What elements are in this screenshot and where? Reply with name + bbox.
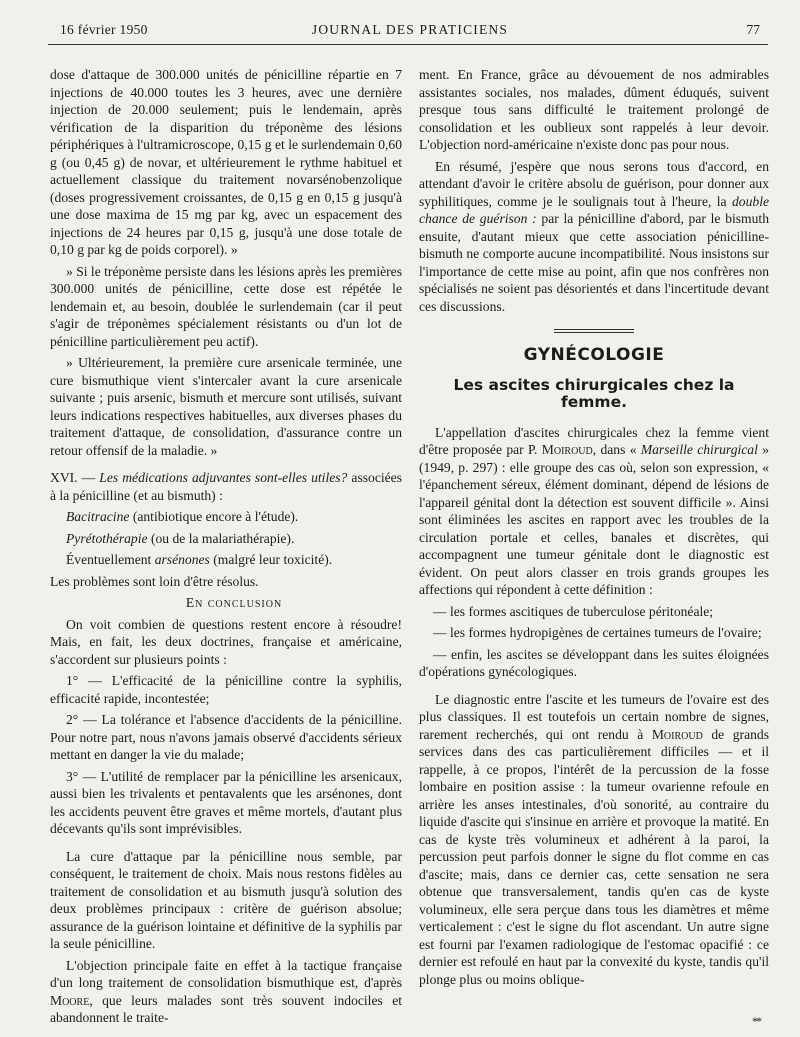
footer-signature-mark: **: [752, 1014, 760, 1028]
paragraph: Le diagnostic entre l'ascite et les tumeurs de l'ovaire est des plus classiques. Il est toutefois un certain nombre de signes, rarement recherchés, qui ont rendu à Moiroud de grands services dans des cas particulièrement difficiles — et il rappelle, à ce propos, l'intérêt de la percussion de la fosse lombaire en position assise : la tumeur ovarienne refoule en arrière les anses intestinales, d'où sonorité, au contraire du liquide d'ascite qui s'insinue en arrière et provoque la matité. En cas de kyste très volumineux et adhérent à la paroi, la percussion peut parfois donner le signe du flot comme en cas d'ascite; mais, dans ce dernier cas, cette sensation ne sera obtenue que transversalement, tandis qu'en cas de kyste volumineux, elle sera perçue dans tous les diamètres et même verticalement : c'est le signe du flot ascendant. Un autre signe est fourni par l'examen radiologique de l'estomac opacifié : ce dernier est refoulé en haut par la convexité du kyste, tandis qu'il plonge plus ou moins oblique-: [419, 691, 770, 987]
paragraph: Les problèmes sont loin d'être résolus.: [50, 573, 259, 589]
adjuvant-item: Éventuellement arsénones (malgré leur toxicité).: [66, 552, 333, 567]
paragraph: En résumé, j'espère que nous serons tous d'accord, en attendant d'avoir le critère absolu de guérison, pour donner aux syphilitiques, comme je le soulignais tout à l'heure, la double chance de guérison : par la pénicilline d'abord, par le bismuth ensuite, d'autant mieux que cette association pénicilline-bismuth ne comporte aucune incompatibilité. Nous insistons sur l'importance de cette mise au point, afin que nos confrères non spécialisés ne soient pas désorientés et dans l'incertitude devant ces discussions.: [419, 158, 770, 314]
paragraph: ment. En France, grâce au dévouement de nos admirables assistantes sociales, nos malades, dûment éduqués, suivent presque tous sans difficulté le traitement prolongé de consolidation et les oublieux sont rappelés à leur devoir. L'objection nord-américaine n'existe donc pas pour nous.: [419, 67, 769, 152]
paragraph: » Si le tréponème persiste dans les lésions après les premières 300.000 unités de pénicilline, cette dose est répétée le lendemain et, au besoin, doublée le surlendemain (car il peut s'agir de tréponèmes spécialement résistants ou d'un lot de pénicilline particulièrement peu actif).: [50, 263, 402, 349]
paragraph: L'appellation d'ascites chirurgicales chez la femme vient d'être proposée par P. Moiroud, dans « Marseille chirurgical » (1949, p. 297) : elle groupe des cas où, selon son expression, « l'épanchement séreux, élément dominant, dépend de lésions de l'appareil génital dont la détection est souvent difficile ». Ainsi sont éliminées les ascites en rapport avec les troubles de la circulation portale et celles, banales et discrètes, qui accompagnent une tumeur génitale dont le diagnostic est évident. On peut alors classer en trois grands groupes les affections qui répondent à cette définition :: [419, 424, 770, 597]
adjuvant-item: Bacitracine (antibiotique encore à l'étude).: [66, 509, 299, 524]
journal-title: JOURNAL DES PRATICIENS: [311, 22, 509, 37]
issue-date: 16 février 1950: [60, 22, 148, 37]
paragraph: dose d'attaque de 300.000 unités de pénicilline répartie en 7 injections de 40.000 toutes les 3 heures, avec une dernière injection de 20.000 seulement; puis le lendemain, après vérification de la disparition du tréponème des lésions périphériques à l'ultramicroscope, 0,15 g et le surlendemain 0,60 g (ou 0,45 g) de novar, et ultérieurement le rythme habituel et actuellement classique du traitement novarsénobenzolique (doses progressivement croissantes, de 0,15 g en 0,15 g jusqu'à une dose maxima de 15 mg par kg, avec un espacement des injections de 24 heures par 0,15 g, jusqu'à une dose totale de 0,10 g par kg de poids corporel). »: [50, 67, 402, 257]
paragraph: La cure d'attaque par la pénicilline nous semble, par conséquent, le traitement de choix. Mais nous restons fidèles au traitement de consolidation et au bismuth jusqu'à solution des deux problèmes principaux : critère de guérison absolue; assurance de la guérison lointaine et définitive de la syphilis par la seule pénicilline.: [50, 848, 402, 951]
adjuvant-item: Pyrétothérapie (ou de la malariathérapie).: [66, 530, 295, 546]
article-title: Les ascites chirurgicales chez la femme.: [453, 375, 735, 411]
paragraph: » Ultérieurement, la première cure arsenicale terminée, une cure bismuthique vient s'intercaler avant la cure arsenicale suivante ; puis arsenic, bismuth et mercure sont utilisés, suivant leurs indications respectives habituelles, aux diverses phases du traitement d'attaque, de consolidation, d'assurance contre un retour offensif de la maladie. »: [50, 355, 402, 458]
header-rule: [48, 44, 768, 45]
list-item: — enfin, les ascites se développant dans les suites éloignées d'opérations gynécologiques.: [419, 646, 769, 679]
page-number: 77: [746, 22, 760, 37]
paragraph: On voit combien de questions restent encore à résoudre! Mais, en fait, les deux doctrines, française et américaine, s'accordent sur plusieurs points :: [50, 616, 402, 667]
section-divider: [554, 329, 634, 333]
left-column: [50, 66, 402, 1031]
running-header: [60, 22, 760, 40]
right-column: [419, 66, 769, 992]
list-item: — les formes hydropigènes de certaines tumeurs de l'ovaire;: [433, 625, 762, 640]
conclusion-heading: En conclusion: [185, 595, 283, 610]
numbered-point: 3° — L'utilité de remplacer par la pénicilline les arsenicaux, aussi bien les trivalents et pentavalents que les arsénones, dont les accidents peuvent être graves et même mortels, d'autant plus décevants qu'ils sont imprévisibles.: [50, 768, 402, 836]
list-item: — les formes ascitiques de tuberculose péritonéale;: [433, 603, 714, 619]
numbered-point: 1° — L'efficacité de la pénicilline contre la syphilis, efficacité rapide, incontestée;: [50, 673, 402, 706]
paragraph: L'objection principale faite en effet à la tactique française d'un long traitement de consolidation bismuthique est, d'après Moore, que leurs malades sont très souvent indociles et abandonnent le traite-: [50, 957, 402, 1025]
numbered-point: 2° — La tolérance et l'absence d'accidents de la pénicilline. Pour notre part, nous n'avons jamais observé d'accidents sérieux mettant en danger la vie du malade;: [50, 712, 402, 762]
question-xvi: XVI. — Les médications adjuvantes sont-elles utiles? associées à la pénicilline (et au bismuth) :: [50, 470, 402, 503]
section-title: GYNÉCOLOGIE: [523, 345, 665, 365]
